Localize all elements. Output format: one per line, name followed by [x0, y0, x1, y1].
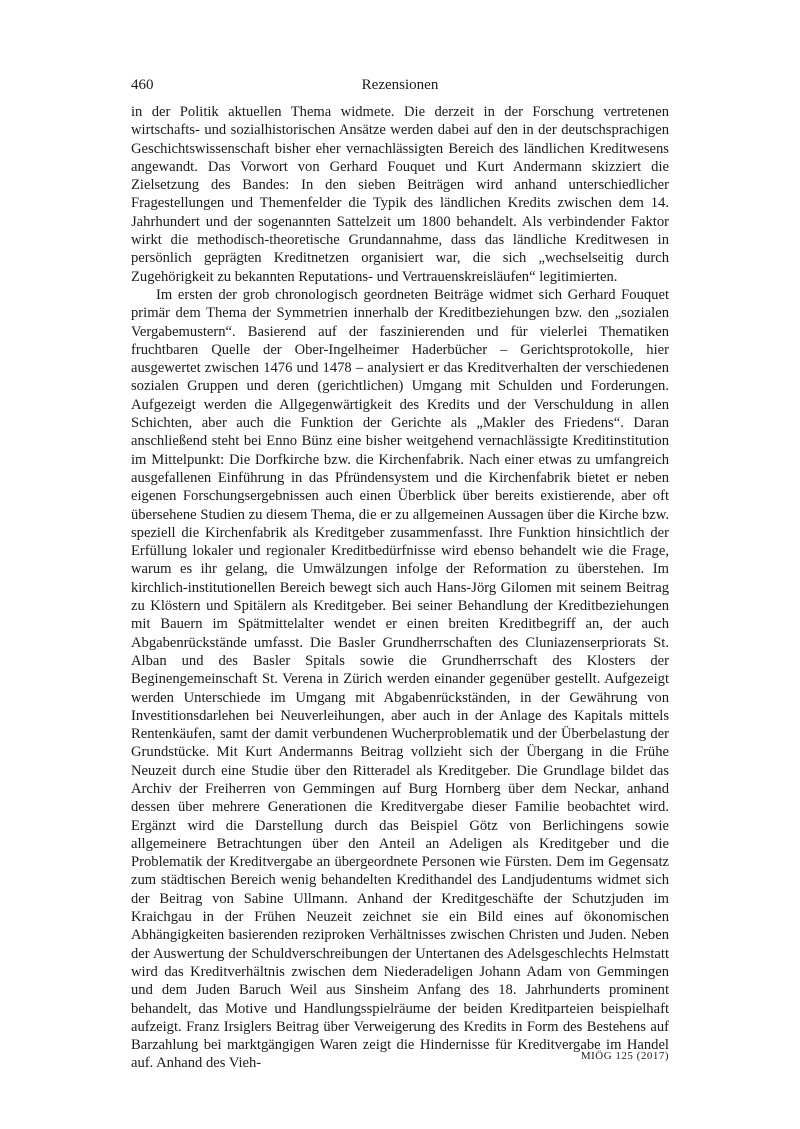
running-title: Rezensionen — [361, 77, 439, 93]
page-header — [131, 75, 669, 95]
paragraph: Im ersten der grob chronologisch geordneten Beiträge widmet sich Gerhard Fouquet primär dem Thema der Symmetrien innerhalb der Kreditbeziehungen bzw. den „sozialen Vergabemustern“. Basierend auf der faszinierenden und für vielerlei Thematiken fruchtbaren Quelle der Ober-Ingelheimer Haderbücher – Gerichtsprotokolle, hier ausgewertet zwischen 1476 und 1478 – analysiert er das Kreditverhalten der verschiedenen sozialen Gruppen und deren (gerichtlichen) Umgang mit Schulden und Forderungen. Aufgezeigt werden die Allgegenwärtigkeit des Kredits und der Verschuldung in allen Schichten, aber auch die Funktion der Gerichte als „Makler des Friedens“. Daran anschließend steht bei Enno Bünz eine bisher weitgehend vernachlässigte Kreditinstitution im Mittelpunkt: Die Dorfkirche bzw. die Kirchenfabrik. Nach einer etwas zu umfangreich ausgefallenen Einführung in das Pfründensystem und die Kirchenfabrik bietet er neben eigenen Forschungsergebnissen auch einen Überblick über bereits existierende, aber oft übersehene Studien zu diesem Thema, die er zu allgemeinen Aussagen über die Kirche bzw. speziell die Kirchenfabrik als Kreditgeber zusammenfasst. Ihre Funktion hinsichtlich der Erfüllung lokaler und regionaler Kreditbedürfnisse wird ebenso behandelt wie die Frage, warum es ihr gelang, die Umwälzungen infolge der Reformation zu überstehen. Im kirchlich-institutionellen Bereich bewegt sich auch Hans-Jörg Gilomen mit seinem Beitrag zu Klöstern und Spitälern als Kreditgeber. Bei seiner Behandlung der Kreditbeziehungen mit Bauern im Spätmittelalter wendet er einen breiten Kreditbegriff an, der auch Abgabenrückstände umfasst. Die Basler Grundherrschaften des Cluniazenserpriorats St. Alban und des Basler Spitals sowie die Grundherrschaft des Klosters der Beginengemeinschaft St. Verena in Zürich werden einander gegenüber gestellt. Aufgezeigt werden Unterschiede im Umgang mit Abgabenrückständen, in der Gewährung von Investitionsdarlehen bei Neuverleihungen, aber auch in der Anlage des Kapitals mittels Rentenkäufen, samt der damit verbundenen Wucherproblematik und der Überbelastung der Grundstücke. Mit Kurt Andermanns Beitrag vollzieht sich der Übergang in die Frühe Neuzeit durch eine Studie über den Ritteradel als Kreditgeber. Die Grundlage bildet das Archiv der Freiherren von Gemmingen auf Burg Hornberg über dem Neckar, anhand dessen über mehrere Generationen die Kreditvergabe dieser Familie beobachtet wird. Ergänzt wird die Darstellung durch das Beispiel Götz von Berlichingens sowie allgemeinere Betrachtungen über den Anteil an Adeligen als Kreditgeber und die Problematik der Kreditvergabe an übergeordnete Personen wie Fürsten. Dem im Gegensatz zum städtischen Bereich wenig behandelten Kredithandel des Landjudentums widmet sich der Beitrag von Sabine Ullmann. Anhand der Kreditgeschäfte der Schutzjuden im Kraichgau in der Frühen Neuzeit zeichnet sie ein Bild eines auf ökonomischen Abhängigkeiten basierenden reziproken Verhältnisses zwischen Christen und Juden. Neben der Auswertung der Schuldverschreibungen der Untertanen des Adelsgeschlechts Helmstatt wird das Kreditverhältnis zwischen dem Niederadeligen Johann Adam von Gemmingen und dem Juden Baruch Weil aus Sinsheim Anfang des 18. Jahrhunderts prominent behandelt, das Motive und Handlungsspielräume der beiden Kreditparteien beispielhaft aufzeigt. Franz Irsiglers Beitrag über Verweigerung des Kredits in Form des Bestehens auf Barzahlung bei marktgängigen Waren zeigt die Hindernisse für Kreditvergabe im Handel auf. Anhand des Vieh- — [131, 286, 669, 1072]
paragraph-continuation: in der Politik aktuellen Thema widmete. Die derzeit in der Forschung vertretenen wirtschafts- und sozialhistorischen Ansätze werden dabei auf den in der deutschsprachigen Geschichtswissenschaft bisher eher vernachlässigten Bereich des ländlichen Kreditwesens angewandt. Das Vorwort von Gerhard Fouquet und Kurt Andermann skizziert die Zielsetzung des Bandes: In den sieben Beiträgen wird anhand unterschiedlicher Fragestellungen und Themenfelder die Typik des ländlichen Kredits zwischen dem 14. Jahrhundert und der sogenannten Sattelzeit um 1800 behandelt. Als verbindender Faktor wirkt die methodisch-theoretische Grundannahme, dass das ländliche Kreditwesen in persönlich geprägten Kreditnetzen organisiert war, die sich „wechselseitig durch Zugehörigkeit zu bekannten Reputations- und Vertrauenskreisläufen“ legitimierten. — [131, 104, 669, 285]
body-text — [131, 103, 669, 1073]
page-number: 460 — [131, 77, 154, 93]
journal-footer: MIÖG 125 (2017) — [580, 1050, 669, 1062]
